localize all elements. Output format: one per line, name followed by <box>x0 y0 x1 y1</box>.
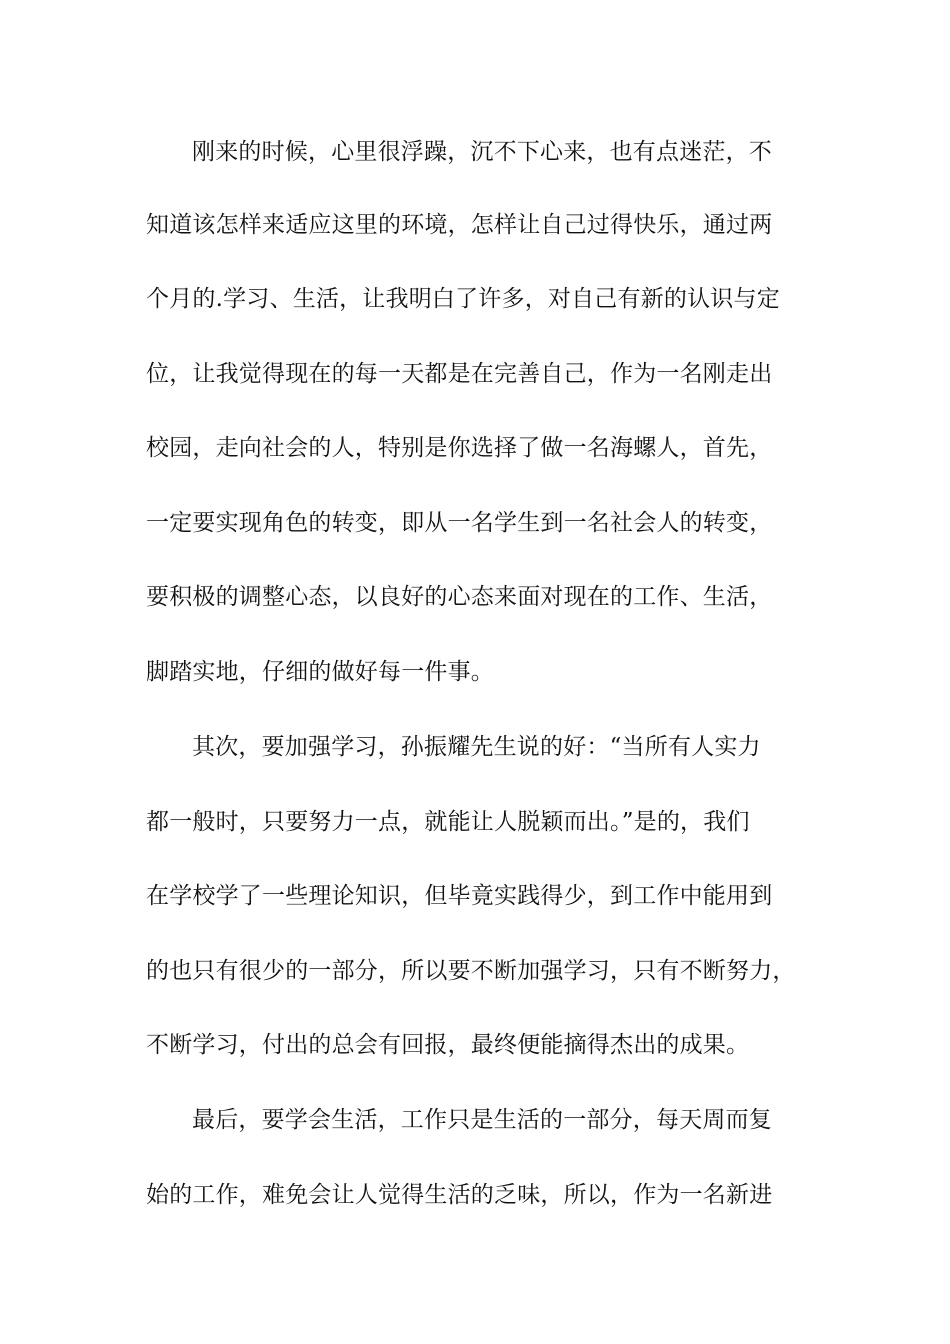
paragraph-2-line-5: 不断学习，付出的总会有回报，最终便能摘得杰出的成果。 <box>146 1032 750 1058</box>
paragraph-2-line-2: 都一般时，只要努力一点，就能让人脱颖而出。”是的，我们 <box>146 809 750 835</box>
paragraph-1-line-3: 个月的.学习、生活，让我明白了许多，对自己有新的认识与定 <box>146 286 780 312</box>
paragraph-1-line-2: 知道该怎样来适应这里的环境，怎样让自己过得快乐，通过两 <box>146 212 773 238</box>
paragraph-1-line-8: 脚踏实地，仔细的做好每一件事。 <box>146 659 494 685</box>
paragraph-3-line-1: 最后，要学会生活，工作只是生活的一部分，每天周而复 <box>192 1107 772 1133</box>
paragraph-2-line-4: 的也只有很少的一部分，所以要不断加强学习，只有不断努力， <box>146 958 796 984</box>
paragraph-3-line-2: 始的工作，难免会让人觉得生活的乏味，所以，作为一名新进 <box>146 1182 773 1208</box>
paragraph-1-line-6: 一定要实现角色的转变，即从一名学生到一名社会人的转变， <box>146 510 773 536</box>
paragraph-1-line-1: 刚来的时候，心里很浮躁，沉不下心来，也有点迷茫，不 <box>192 139 772 165</box>
paragraph-1-line-5: 校园，走向社会的人，特别是你选择了做一名海螺人，首先， <box>146 435 773 461</box>
paragraph-2-line-1: 其次，要加强学习，孙振耀先生说的好：“当所有人实力 <box>192 734 761 760</box>
paragraph-2-line-3: 在学校学了一些理论知识，但毕竟实践得少，到工作中能用到 <box>146 883 773 909</box>
paragraph-1-line-4: 位，让我觉得现在的每一天都是在完善自己，作为一名刚走出 <box>146 361 773 387</box>
paragraph-1-line-7: 要积极的调整心态，以良好的心态来面对现在的工作、生活， <box>146 584 773 610</box>
